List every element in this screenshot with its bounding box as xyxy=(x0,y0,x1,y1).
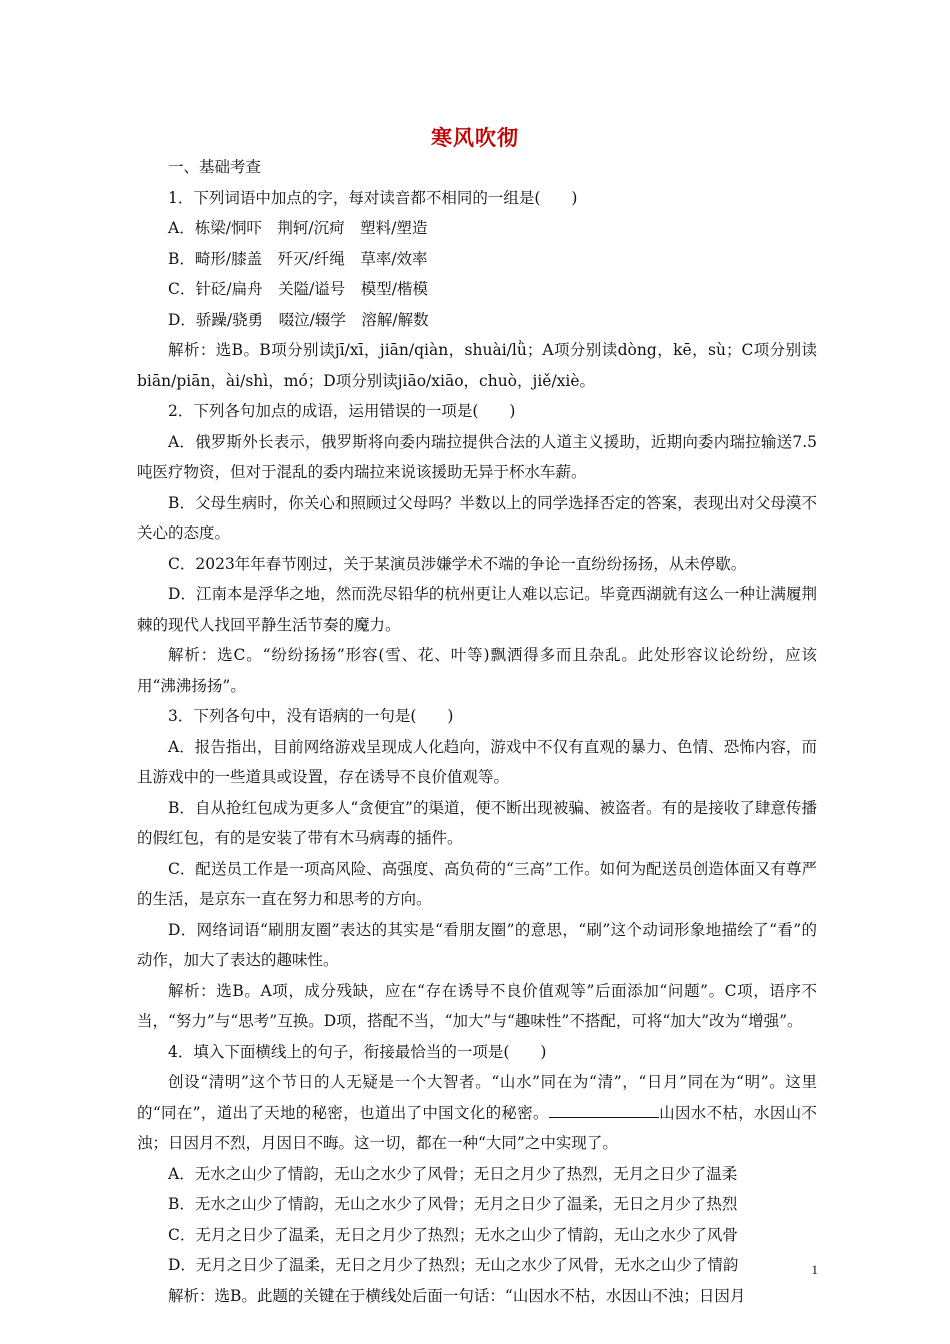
section-heading: 一、基础考查 xyxy=(168,158,262,176)
question-1-option-c: C．针砭/扁舟 关隘/谥号 模型/楷模 xyxy=(168,280,429,298)
question-4-passage xyxy=(137,1067,817,1159)
question-3-option-b: B．自从抢红包成为更多人“贪便宜”的渠道，便不断出现被骗、被盗者。有的是接收了肆意传播的假红包，有的是安装了带有木马病毒的插件。 xyxy=(137,798,817,847)
passage-after: 山因水不枯，水因山不浊；日因月不烈，月因日不晦。这一切，都在一种“大同”之中实现了。 xyxy=(137,1103,817,1152)
question-1-analysis: 解析：选B。B项分别读jī/xī，jiān/qiàn，shuài/lǜ；A项分别读dòng，kē，sù；C项分别读biān/piān，ài/shì，mó；D项分别读jiāo/xiāo，chuò，jiě/xiè。 xyxy=(137,341,817,390)
question-4-option-c: C．无月之日少了温柔，无日之月少了热烈；无水之山少了情韵，无山之水少了风骨 xyxy=(168,1225,738,1244)
question-4-analysis: 解析：选B。此题的关键在于横线处后面一句话：“山因水不枯，水因山不浊；日因月 xyxy=(168,1286,746,1305)
question-3-option-d: D．网络词语“刷朋友圈”表达的其实是“看朋友圈”的意思，“刷”这个动词形象地描绘了“看”的动作，加大了表达的趣味性。 xyxy=(137,920,817,969)
question-1-option-b: B．畸形/膝盖 歼灭/纤绳 草率/效率 xyxy=(168,249,428,268)
question-3-option-c: C．配送员工作是一项高风险、高强度、高负荷的“三高”工作。如何为配送员创造体面又有尊严的生活，是京东一直在努力和思考的方向。 xyxy=(137,859,817,908)
passage-before: 创设“清明”这个节日的人无疑是一个大智者。“山水”同在为“清”，“日月”同在为“明”。这里的“同在”，道出了天地的秘密，也道出了中国文化的秘密。 xyxy=(137,1073,817,1122)
question-2-option-b: B．父母生病时，你关心和照顾过父母吗？半数以上的同学选择否定的答案，表现出对父母漠不关心的态度。 xyxy=(137,493,817,542)
page-title: 寒风吹彻 xyxy=(431,126,519,150)
question-2-option-a: A．俄罗斯外长表示，俄罗斯将向委内瑞拉提供合法的人道主义援助，近期向委内瑞拉输送7.5吨医疗物资，但对于混乱的委内瑞拉来说该援助无异于杯水车薪。 xyxy=(137,432,817,481)
question-4-stem: 4．填入下面横线上的句子，衔接最恰当的一项是( ) xyxy=(168,1042,547,1061)
question-3-option-a: A．报告指出，目前网络游戏呈现成人化趋向，游戏中不仅有直观的暴力、色情、恐怖内容，而且游戏中的一些道具或设置，存在诱导不良价值观等。 xyxy=(137,737,817,786)
question-1-stem: 1．下列词语中加点的字，每对读音都不相同的一组是( ) xyxy=(168,188,578,207)
question-4-option-a: A．无水之山少了情韵，无山之水少了风骨；无日之月少了热烈，无月之日少了温柔 xyxy=(168,1164,738,1183)
question-3-stem: 3．下列各句中，没有语病的一句是( ) xyxy=(168,707,454,725)
question-1-option-a: A．栋梁/恫吓 荆轲/沉疴 塑料/塑造 xyxy=(168,219,428,237)
question-2-stem: 2．下列各句加点的成语，运用错误的一项是( ) xyxy=(168,402,516,420)
question-4-option-b: B．无水之山少了情韵，无山之水少了风骨；无月之日少了温柔，无日之月少了热烈 xyxy=(168,1195,738,1213)
document-body xyxy=(137,152,817,1311)
question-1-option-d: D．骄躁/骁勇 啜泣/辍学 溶解/解数 xyxy=(168,310,429,329)
question-4-option-d: D．无月之日少了温柔，无日之月少了热烈；无山之水少了风骨，无水之山少了情韵 xyxy=(168,1256,739,1274)
page-number: 1 xyxy=(811,1262,818,1277)
question-2-option-c: C．2023年年春节刚过，关于某演员涉嫌学术不端的争论一直纷纷扬扬，从未停歇。 xyxy=(168,554,747,573)
question-3-analysis: 解析：选B。A项，成分残缺，应在“存在诱导不良价值观等”后面添加“问题”。C项，语序不当，“努力”与“思考”互换。D项，搭配不当，“加大”与“趣味性”不搭配，可将“加大”改为“增强”。 xyxy=(137,981,817,1030)
question-2-option-d: D．江南本是浮华之地，然而洗尽铅华的杭州更让人难以忘记。毕竟西湖就有这么一种让满履荆棘的现代人找回平静生活节奏的魔力。 xyxy=(137,585,817,634)
question-2-analysis: 解析：选C。“纷纷扬扬”形容(雪、花、叶等)飘洒得多而且杂乱。此处形容议论纷纷，应该用“沸沸扬扬”。 xyxy=(137,646,817,695)
fill-blank-line xyxy=(549,1099,659,1118)
